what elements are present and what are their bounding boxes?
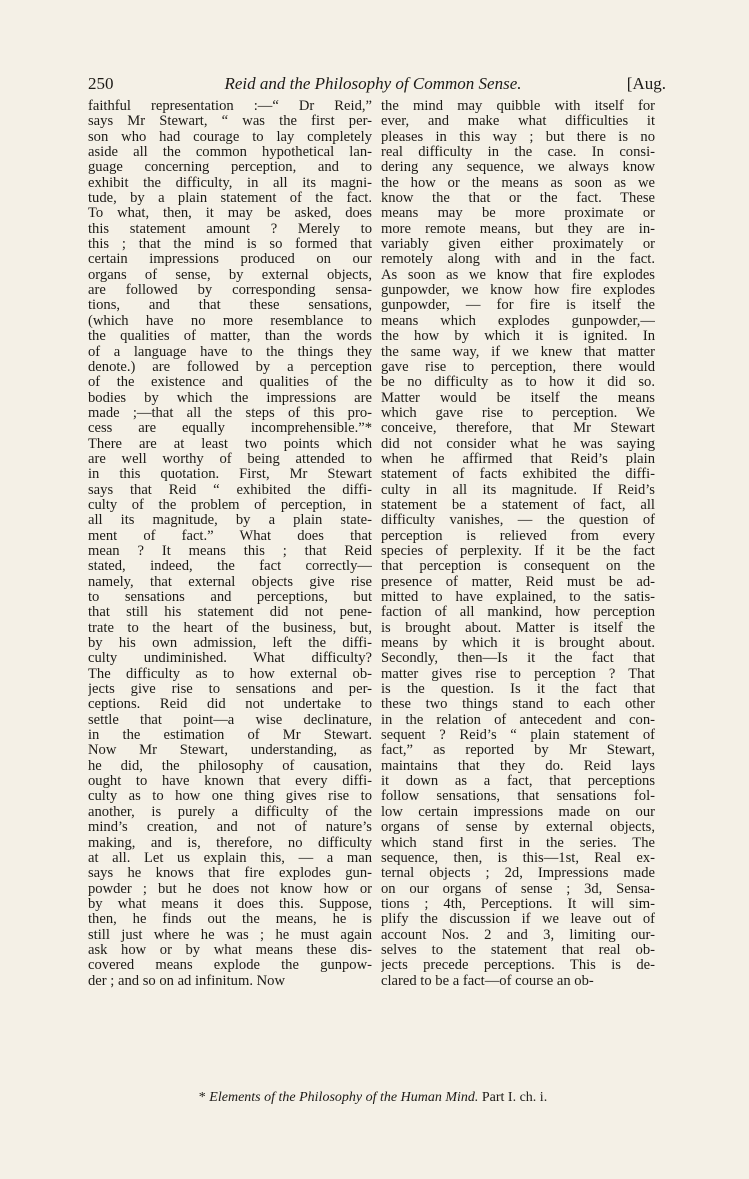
- text-line: all its magnitude, by a plain state-: [88, 513, 372, 529]
- left-column: [88, 99, 372, 989]
- text-line: says Mr Stewart, “ was the first per-: [88, 114, 372, 130]
- text-line: are well worthy of being attended to: [88, 451, 372, 467]
- text-line: in this quotation. First, Mr Stewart: [88, 467, 372, 483]
- month-marker: [Aug.: [626, 74, 666, 93]
- text-line: maintains that they do. Reid lays: [381, 758, 655, 774]
- text-line: when he affirmed that Reid’s plain: [381, 451, 655, 467]
- text-line: ever, and make what difficulties it: [381, 114, 655, 130]
- text-line: at all. Let us explain this, — a man: [88, 850, 372, 866]
- text-line: culty undiminished. What difficulty?: [88, 651, 372, 667]
- text-line: which stand first in the series. The: [381, 835, 655, 851]
- page-header: [88, 74, 666, 96]
- text-line: namely, that external objects give rise: [88, 574, 372, 590]
- text-line: The difficulty as to how external ob-: [88, 666, 372, 682]
- text-line: faction of all mankind, how perception: [381, 605, 655, 621]
- text-line: ment of fact.” What does that: [88, 528, 372, 544]
- text-line: says that Reid “ exhibited the diffi-: [88, 482, 372, 498]
- text-line: stated, indeed, the fact correctly—: [88, 559, 372, 575]
- footnote: [88, 1090, 658, 1106]
- text-line: real difficulty in the case. In consi-: [381, 145, 655, 161]
- text-line: then, he finds out the means, he is: [88, 912, 372, 928]
- text-line: another, is purely a difficulty of the: [88, 804, 372, 820]
- text-line: perception is relieved from every: [381, 528, 655, 544]
- text-line: culty as to how one thing gives rise to: [88, 789, 372, 805]
- text-line: means may be more proximate or: [381, 206, 655, 222]
- text-line: these two things stand to each other: [381, 697, 655, 713]
- text-line: by what means it does this. Suppose,: [88, 896, 372, 912]
- text-line: organs of sense by external objects,: [381, 820, 655, 836]
- text-line: remotely along with and in the fact.: [381, 252, 655, 268]
- text-line: cess are equally incomprehensible.”*: [88, 421, 372, 437]
- text-line: clared to be a fact—of course an ob-: [381, 973, 594, 989]
- text-line: are followed by corresponding sensa-: [88, 283, 372, 299]
- text-line: Now Mr Stewart, understanding, as: [88, 743, 372, 759]
- text-line: low certain impressions made on our: [381, 804, 655, 820]
- text-line: still just where he was ; he must again: [88, 927, 372, 943]
- text-line: the how by which it is ignited. In: [381, 329, 655, 345]
- text-line: denote.) are followed by a perception: [88, 359, 372, 375]
- text-line: matter gives rise to perception ? That: [381, 666, 655, 682]
- text-line: dering any sequence, we always know: [381, 160, 655, 176]
- text-line: aside all the common hypothetical lan-: [88, 145, 372, 161]
- text-line: that still his statement did not pene-: [88, 605, 372, 621]
- text-line: conceive, therefore, that Mr Stewart: [381, 421, 655, 437]
- text-line: culty in all its magnitude. If Reid’s: [381, 482, 655, 498]
- text-line: settle that point—a wise declinature,: [88, 712, 372, 728]
- text-line: organs of sense, by external objects,: [88, 267, 372, 283]
- text-line: the qualities of matter, than the words: [88, 329, 372, 345]
- footnote-marker: *: [198, 1090, 210, 1105]
- text-line: more remote means, but they are in-: [381, 221, 655, 237]
- text-line: making, and is, therefore, no difficulty: [88, 835, 372, 851]
- text-line: son who had courage to lay completely: [88, 129, 372, 145]
- text-line: culty of the problem of perception, in: [88, 497, 372, 513]
- text-line: of the existence and qualities of the: [88, 375, 372, 391]
- text-line: that perception is consequent on the: [381, 559, 655, 575]
- text-line: sequent ? Reid’s “ plain statement of: [381, 728, 655, 744]
- text-line: guage concerning perception, and to: [88, 160, 372, 176]
- text-line: in the relation of antecedent and con-: [381, 712, 655, 728]
- text-line: to sensations and perceptions, but: [88, 590, 372, 605]
- text-line: gave rise to perception, there would: [381, 359, 655, 375]
- text-line: certain impressions produced on our: [88, 252, 372, 268]
- text-line: covered means explode the gunpow-: [88, 958, 372, 974]
- text-line: he did, the philosophy of causation,: [88, 758, 372, 774]
- text-line: jects give rise to sensations and per-: [88, 682, 372, 698]
- text-line: is the question. Is it the fact that: [381, 682, 655, 698]
- text-line: tions ; 4th, Perceptions. It will sim-: [381, 896, 655, 912]
- text-line: ternal objects ; 2d, Impressions made: [381, 866, 655, 882]
- text-line: the same way, if we knew that matter: [381, 344, 655, 360]
- text-line: ceptions. Reid did not undertake to: [88, 697, 372, 713]
- text-line: There are at least two points which: [88, 436, 372, 452]
- text-line: ought to have known that every diffi-: [88, 774, 372, 790]
- footnote-reference: Part I. ch. i.: [478, 1090, 548, 1105]
- text-line: (which have no more resemblance to: [88, 313, 372, 329]
- text-line: means which explodes gunpowder,—: [381, 313, 655, 329]
- text-line: fact,” as reported by Mr Stewart,: [381, 743, 655, 759]
- text-line: made ;—that all the steps of this pro-: [88, 405, 372, 421]
- text-line: difficulty vanishes, — the question of: [381, 513, 655, 529]
- text-line: says he knows that fire explodes gun-: [88, 866, 372, 882]
- text-line: did not consider what he was saying: [381, 436, 655, 452]
- text-line: of a language have to the things they: [88, 344, 372, 360]
- text-line: gunpowder, — for fire is itself the: [381, 298, 655, 314]
- text-line: exhibit the difficulty, in all its magni-: [88, 175, 372, 191]
- text-line: faithful representation :—“ Dr Reid,”: [88, 99, 372, 114]
- text-line: Matter would be itself the means: [381, 390, 655, 406]
- text-line: gunpowder, we know how fire explodes: [381, 283, 655, 299]
- text-line: mind’s creation, and not of nature’s: [88, 820, 372, 836]
- text-line: is brought about. Matter is itself the: [381, 620, 655, 636]
- text-line: bodies by which the impressions are: [88, 390, 372, 406]
- text-line: presence of matter, Reid must be ad-: [381, 574, 655, 590]
- running-title: Reid and the Philosophy of Common Sense.: [224, 74, 522, 93]
- text-line: by his own admission, left the diffi-: [88, 636, 372, 652]
- text-line: the mind may quibble with itself for: [381, 99, 655, 114]
- text-line: which gave rise to perception. We: [381, 405, 655, 421]
- text-line: variably given either proximately or: [381, 237, 655, 253]
- text-line: statement be a statement of fact, all: [381, 497, 655, 513]
- text-line: selves to the statement that real ob-: [381, 942, 655, 958]
- text-line: plify the discussion if we leave out of: [381, 912, 655, 928]
- text-line: Secondly, then—Is it the fact that: [381, 651, 655, 667]
- text-line: ask how or by what means these dis-: [88, 942, 372, 958]
- right-column: [381, 99, 655, 989]
- text-line: this statement amount ? Merely to: [88, 221, 372, 237]
- text-line: pleases in this way ; but there is no: [381, 129, 655, 145]
- text-line: trate to the heart of the business, but,: [88, 620, 372, 636]
- text-line: the how or the means as soon as we: [381, 175, 655, 191]
- text-line: To what, then, it may be asked, does: [88, 206, 372, 222]
- text-line: jects precede perceptions. This is de-: [381, 958, 655, 974]
- text-line: account Nos. 2 and 3, limiting our-: [381, 927, 655, 943]
- text-line: As soon as we know that fire explodes: [381, 267, 655, 283]
- text-line: this ; that the mind is so formed that: [88, 237, 372, 253]
- text-line: tude, by a plain statement of the fact.: [88, 191, 372, 207]
- text-line: powder ; but he does not know how or: [88, 881, 372, 897]
- text-line: sequence, then, is this—1st, Real ex-: [381, 850, 655, 866]
- footnote-title: Elements of the Philosophy of the Human Mind.: [209, 1090, 479, 1105]
- text-line: know the that or the fact. These: [381, 191, 655, 207]
- text-line: on our organs of sense ; 3d, Sensa-: [381, 881, 655, 897]
- text-line: der ; and so on ad infinitum. Now: [88, 973, 285, 989]
- text-line: be no difficulty as to how it did so.: [381, 375, 655, 391]
- page-number: 250: [88, 74, 114, 93]
- text-line: it down as a fact, that perceptions: [381, 774, 655, 790]
- text-line: statement of facts exhibited the diffi-: [381, 467, 655, 483]
- text-line: species of perplexity. If it be the fact: [381, 543, 655, 559]
- text-line: tions, and that these sensations,: [88, 298, 372, 314]
- text-line: means by which it is brought about.: [381, 636, 655, 652]
- text-line: mean ? It means this ; that Reid: [88, 543, 372, 559]
- text-line: follow sensations, that sensations fol-: [381, 789, 655, 805]
- text-line: in the estimation of Mr Stewart.: [88, 728, 372, 744]
- text-line: mitted to have explained, to the satis-: [381, 590, 655, 605]
